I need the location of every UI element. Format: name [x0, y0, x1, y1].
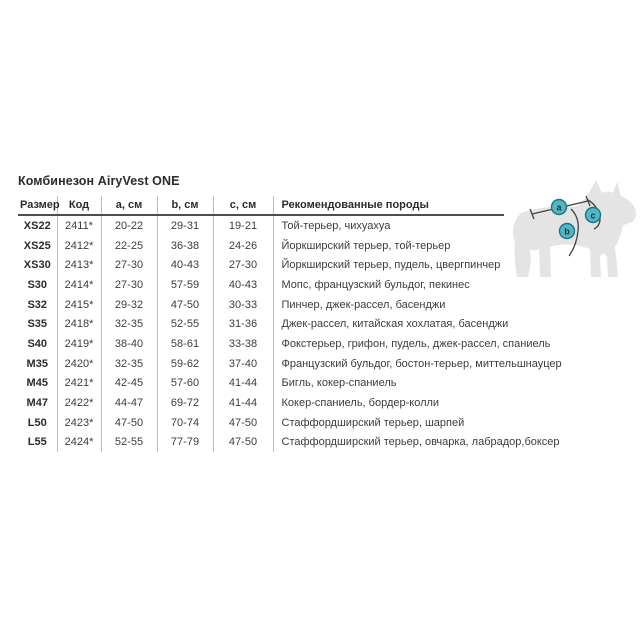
breeds-cell: Мопс, французский бульдог, пекинес: [281, 278, 470, 291]
b-cell: 58-61: [157, 334, 213, 354]
code-cell: 2424*: [57, 433, 101, 453]
breeds-cell: Кокер-спаниель, бордер-колли: [281, 397, 440, 410]
size-cell: M47: [18, 393, 57, 413]
a-cell: 32-35: [101, 354, 157, 374]
a-cell: 27-30: [101, 275, 157, 295]
table-row: [18, 236, 504, 256]
c-cell: 47-50: [213, 433, 273, 453]
b-cell: 69-72: [157, 393, 213, 413]
size-cell: S30: [18, 275, 57, 295]
code-cell: 2414*: [57, 275, 101, 295]
c-cell: 47-50: [213, 413, 273, 433]
c-cell: 19-21: [213, 215, 273, 236]
c-cell: 41-44: [213, 393, 273, 413]
table-row: [18, 413, 504, 433]
table-row: [18, 314, 504, 334]
a-cell: 47-50: [101, 413, 157, 433]
c-cell: 31-36: [213, 314, 273, 334]
table-row: [18, 374, 504, 394]
size-table-header: [18, 196, 504, 215]
b-cell: 36-38: [157, 236, 213, 256]
c-cell: 27-30: [213, 255, 273, 275]
b-cell: 57-59: [157, 275, 213, 295]
b-cell: 52-55: [157, 314, 213, 334]
table-row: [18, 275, 504, 295]
breeds-cell: Фокстерьер, грифон, пудель, джек-рассел, спаниель: [281, 337, 551, 350]
size-cell: S32: [18, 295, 57, 315]
table-row: [18, 215, 504, 236]
size-cell: M35: [18, 354, 57, 374]
header-code: Код: [57, 196, 101, 215]
breeds-cell: Йоркширский терьер, той-терьер: [281, 239, 451, 252]
header-c: c, см: [213, 196, 273, 215]
breeds-cell: Стаффордширский терьер, овчарка, лабрадор,боксер: [281, 436, 560, 449]
marker-b-label: b: [564, 226, 570, 237]
a-cell: 52-55: [101, 433, 157, 453]
b-cell: 40-43: [157, 255, 213, 275]
table-row: [18, 334, 504, 354]
table-row: [18, 354, 504, 374]
table-row: [18, 433, 504, 453]
b-cell: 29-31: [157, 215, 213, 236]
header-a: a, см: [101, 196, 157, 215]
a-cell: 20-22: [101, 215, 157, 236]
breeds-cell: Той-терьер, чихуахуа: [281, 219, 391, 232]
c-cell: 37-40: [213, 354, 273, 374]
table-row: [18, 393, 504, 413]
code-cell: 2421*: [57, 374, 101, 394]
page-title: Комбинезон AiryVest ONE: [18, 174, 180, 188]
dog-measurement-diagram: [504, 165, 640, 290]
marker-c-label: c: [590, 210, 596, 221]
breeds-cell: Джек-рассел, китайская хохлатая, басенджи: [281, 318, 509, 331]
table-row: [18, 255, 504, 275]
b-cell: 47-50: [157, 295, 213, 315]
breeds-cell: Йоркширский терьер, пудель, цвергпинчер: [281, 259, 501, 272]
size-cell: XS30: [18, 255, 57, 275]
breeds-cell: Французский бульдог, бостон-терьер, миттельшнауцер: [281, 357, 562, 370]
code-cell: 2419*: [57, 334, 101, 354]
header-b: b, см: [157, 196, 213, 215]
code-cell: 2411*: [57, 215, 101, 236]
size-cell: L55: [18, 433, 57, 453]
c-cell: 40-43: [213, 275, 273, 295]
a-cell: 38-40: [101, 334, 157, 354]
size-cell: XS25: [18, 236, 57, 256]
table-row: [18, 295, 504, 315]
breeds-cell: Бигль, кокер-спаниель: [281, 377, 397, 390]
size-cell: XS22: [18, 215, 57, 236]
a-cell: 29-32: [101, 295, 157, 315]
header-size: Размер: [18, 196, 57, 215]
a-cell: 44-47: [101, 393, 157, 413]
c-cell: 41-44: [213, 374, 273, 394]
a-cell: 27-30: [101, 255, 157, 275]
c-cell: 33-38: [213, 334, 273, 354]
a-cell: 32-35: [101, 314, 157, 334]
breeds-cell: Пинчер, джек-рассел, басенджи: [281, 298, 446, 311]
size-cell: S35: [18, 314, 57, 334]
size-cell: S40: [18, 334, 57, 354]
a-cell: 42-45: [101, 374, 157, 394]
b-cell: 70-74: [157, 413, 213, 433]
marker-c: [586, 208, 601, 223]
marker-a-label: a: [556, 202, 562, 213]
marker-a: [552, 200, 567, 215]
size-table-body: [18, 215, 562, 452]
b-cell: 57-60: [157, 374, 213, 394]
size-cell: M45: [18, 374, 57, 394]
c-cell: 24-26: [213, 236, 273, 256]
code-cell: 2415*: [57, 295, 101, 315]
b-cell: 59-62: [157, 354, 213, 374]
b-cell: 77-79: [157, 433, 213, 453]
code-cell: 2423*: [57, 413, 101, 433]
code-cell: 2418*: [57, 314, 101, 334]
header-breeds: Рекомендованные породы: [273, 196, 504, 215]
c-cell: 30-33: [213, 295, 273, 315]
breeds-cell: Стаффордширский терьер, шарпей: [281, 416, 465, 429]
code-cell: 2412*: [57, 236, 101, 256]
code-cell: 2420*: [57, 354, 101, 374]
size-cell: L50: [18, 413, 57, 433]
size-table: [18, 196, 562, 452]
a-cell: 22-25: [101, 236, 157, 256]
code-cell: 2422*: [57, 393, 101, 413]
header-row: [18, 196, 504, 215]
code-cell: 2413*: [57, 255, 101, 275]
marker-b: [560, 224, 575, 239]
